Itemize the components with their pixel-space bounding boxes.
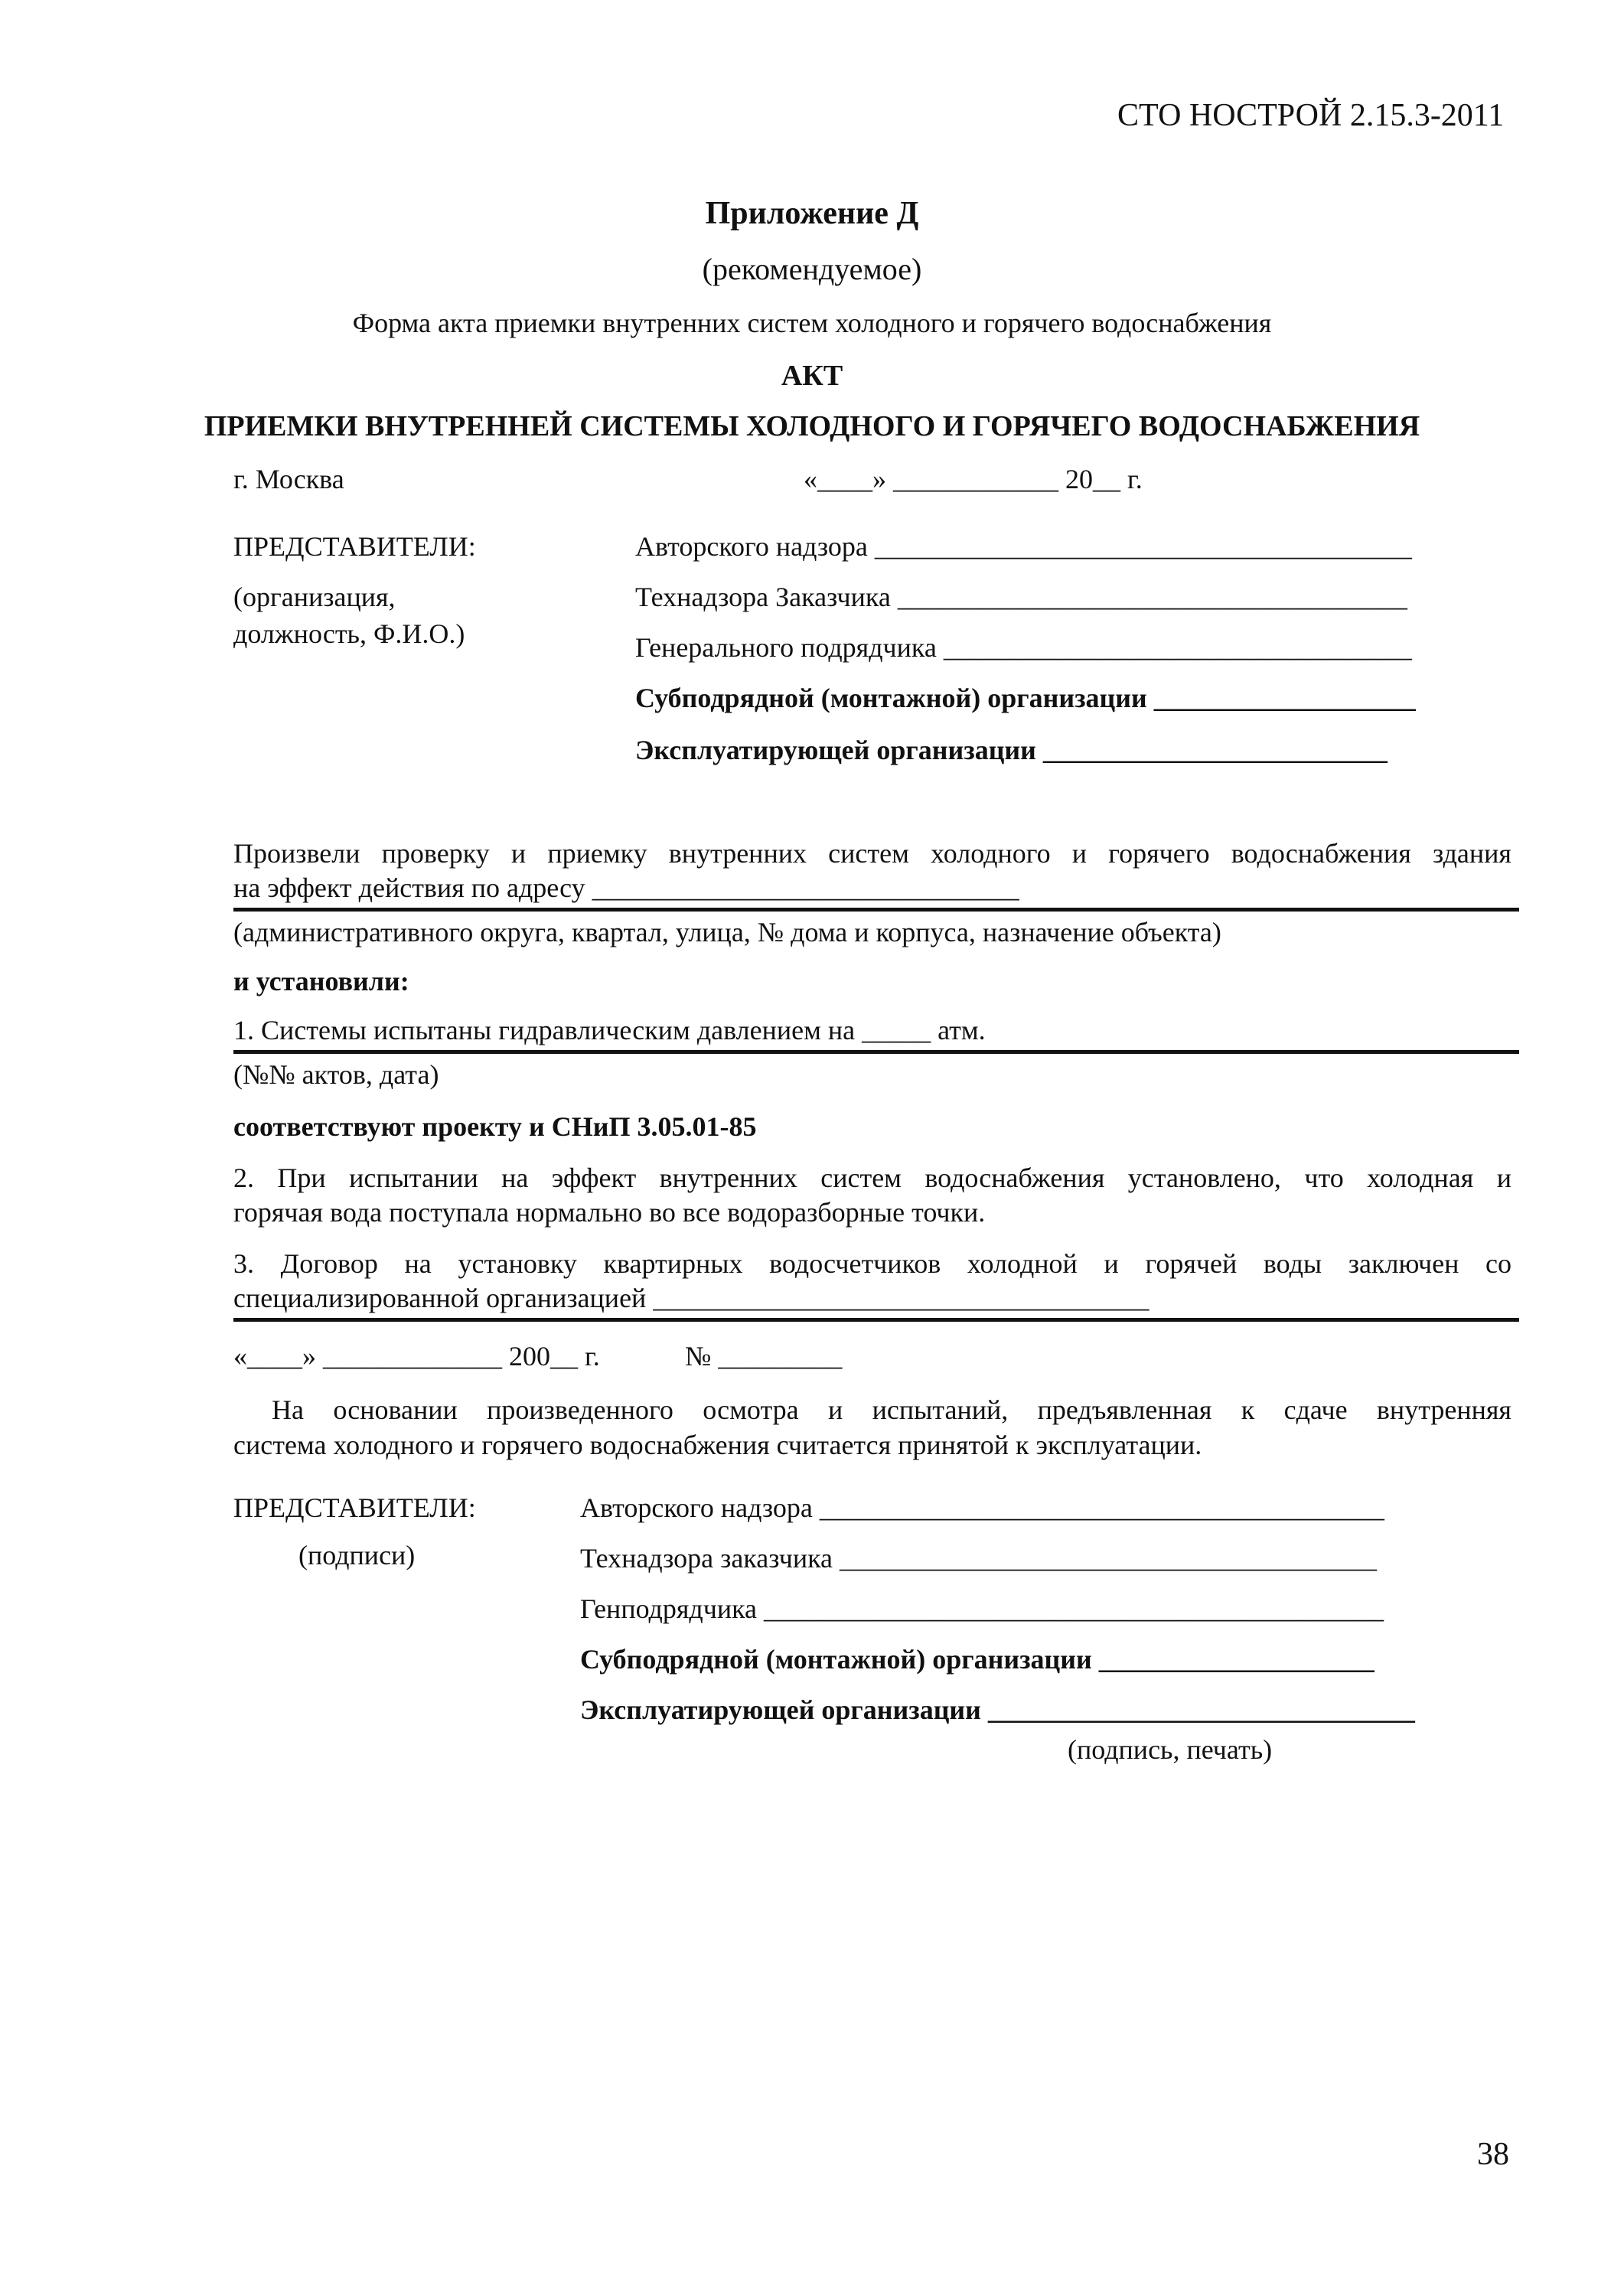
rep-subcontractor: Субподрядной (монтажной) организации ___________________ — [635, 683, 1416, 713]
signatures-note: (подписи) — [298, 1540, 416, 1570]
appendix-type: (рекомендуемое) — [702, 252, 922, 286]
rep-operating-org: Эксплуатирующей организации _________________________ — [635, 735, 1388, 765]
item-3-line1: 3. Договор на установку квартирных водосчетчиков холодной и горячей воды заключен со — [233, 1248, 1511, 1279]
address-rule — [233, 908, 1519, 912]
signatures-label: ПРЕДСТАВИТЕЛИ: — [233, 1492, 476, 1523]
form-caption: Форма акта приемки внутренних систем холодного и горячего водоснабжения — [352, 308, 1272, 338]
address-note: (административного округа, квартал, улица, № дома и корпуса, назначение объекта) — [233, 917, 1221, 947]
item-2-line2: горячая вода поступала нормально во все водоразборные точки. — [233, 1197, 986, 1228]
rep-general-contractor: Генерального подрядчика __________________________________ — [635, 632, 1412, 663]
inspection-line2: на эффект действия по адресу _______________________________ — [233, 872, 1019, 903]
sign-author-supervision: Авторского надзора _________________________________________ — [580, 1492, 1384, 1523]
act-title: ПРИЕМКИ ВНУТРЕННЕЙ СИСТЕМЫ ХОЛОДНОГО И ГОРЯЧЕГО ВОДОСНАБЖЕНИЯ — [204, 410, 1420, 442]
established-heading: и установили: — [233, 966, 409, 996]
item-1: 1. Системы испытаны гидравлическим давлением на _____ атм. — [233, 1015, 986, 1045]
page-number: 38 — [1477, 2137, 1509, 2172]
item-3-line2: специализированной организацией ____________________________________ — [233, 1283, 1150, 1313]
contract-number: № _________ — [685, 1341, 843, 1371]
representatives-label: ПРЕДСТАВИТЕЛИ: — [233, 531, 476, 562]
representatives-note-line1: (организация, — [233, 582, 396, 612]
act-date: «____» ____________ 20__ г. — [804, 464, 1143, 494]
rep-customer-supervision: Технадзора Заказчика _____________________________________ — [635, 582, 1407, 612]
city: г. Москва — [233, 464, 344, 494]
sign-subcontractor: Субподрядной (монтажной) организации ____________________ — [580, 1644, 1375, 1675]
item-1-rule — [233, 1050, 1519, 1054]
item-2-line1: 2. При испытании на эффект внутренних систем водоснабжения установлено, что холодная и — [233, 1163, 1511, 1193]
act-word: АКТ — [781, 360, 843, 392]
sign-operating-org: Эксплуатирующей организации _______________________________ — [580, 1694, 1415, 1725]
sign-customer-supervision: Технадзора заказчика _______________________________________ — [580, 1543, 1378, 1574]
contract-date: «____» _____________ 200__ г. — [233, 1341, 600, 1371]
rep-author-supervision: Авторского надзора _______________________________________ — [635, 531, 1412, 562]
sign-general-contractor: Генподрядчика _____________________________________________ — [580, 1593, 1384, 1624]
item-3-rule — [233, 1318, 1519, 1322]
sign-note: (подпись, печать) — [1068, 1734, 1273, 1765]
representatives-note-line2: должность, Ф.И.О.) — [233, 618, 465, 649]
appendix-title: Приложение Д — [705, 196, 919, 231]
conclusion-line1: На основании произведенного осмотра и испытаний, предъявленная к сдаче внутренняя — [272, 1394, 1511, 1425]
inspection-line1: Произвели проверку и приемку внутренних систем холодного и горячего водоснабжения здания — [233, 838, 1511, 869]
conclusion-line2: система холодного и горячего водоснабжения считается принятой к эксплуатации. — [233, 1430, 1202, 1460]
conformity-statement: соответствуют проекту и СНиП 3.05.01-85 — [233, 1111, 757, 1142]
document-code: СТО НОСТРОЙ 2.15.3-2011 — [1117, 98, 1505, 133]
item-1-note: (№№ актов, дата) — [233, 1059, 439, 1090]
